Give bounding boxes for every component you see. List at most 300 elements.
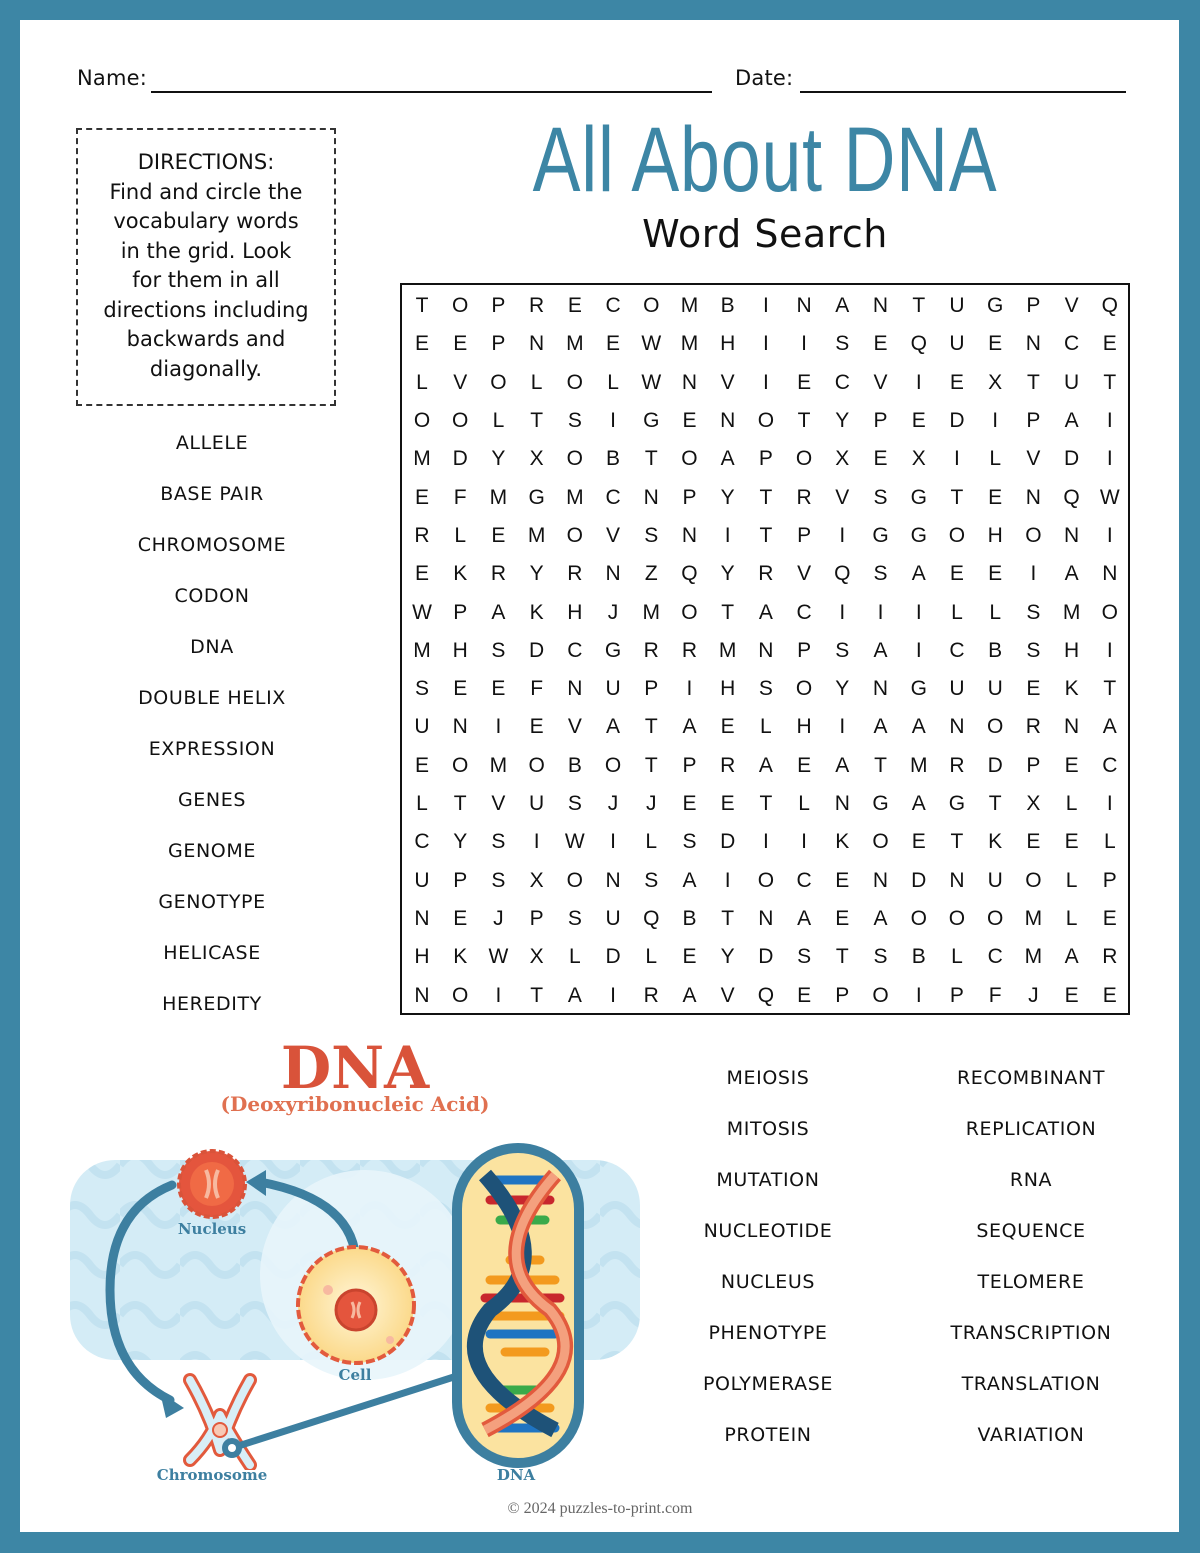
grid-cell[interactable]: L xyxy=(645,945,658,969)
grid-cell[interactable]: A xyxy=(873,638,888,662)
grid-cell[interactable]: G xyxy=(948,792,966,816)
grid-cell[interactable]: G xyxy=(910,485,927,509)
grid-cell[interactable]: F xyxy=(453,485,467,509)
grid-cell[interactable]: N xyxy=(681,370,698,394)
grid-cell[interactable]: M xyxy=(642,600,660,624)
grid-cell[interactable]: M xyxy=(1062,600,1081,624)
grid-cell[interactable]: P xyxy=(682,485,697,509)
grid-cell[interactable]: C xyxy=(796,868,812,892)
grid-cell[interactable]: E xyxy=(911,408,926,432)
grid-cell[interactable]: R xyxy=(529,294,545,317)
grid-cell[interactable]: A xyxy=(758,753,773,777)
grid-cell[interactable]: S xyxy=(682,830,697,854)
grid-cell[interactable]: X xyxy=(529,868,544,892)
grid-cell[interactable]: N xyxy=(1025,485,1041,509)
grid-cell[interactable]: L xyxy=(530,370,543,394)
grid-cell[interactable]: I xyxy=(915,638,922,662)
grid-cell[interactable]: V xyxy=(491,792,506,816)
grid-cell[interactable]: A xyxy=(911,792,926,816)
grid-cell[interactable]: O xyxy=(452,408,469,432)
grid-cell[interactable]: I xyxy=(915,370,922,394)
grid-cell[interactable]: I xyxy=(1106,447,1113,471)
grid-cell[interactable]: M xyxy=(413,638,431,662)
grid-cell[interactable]: N xyxy=(949,868,965,892)
grid-cell[interactable]: D xyxy=(605,945,621,969)
grid-cell[interactable]: D xyxy=(949,408,965,432)
grid-cell[interactable]: Q xyxy=(757,983,775,1007)
grid-cell[interactable]: N xyxy=(1063,523,1080,547)
grid-cell[interactable]: A xyxy=(682,983,697,1007)
grid-cell[interactable]: N xyxy=(758,907,774,931)
grid-cell[interactable]: A xyxy=(873,907,888,931)
grid-cell[interactable]: N xyxy=(452,715,468,739)
grid-cell[interactable]: A xyxy=(911,562,926,586)
grid-cell[interactable]: N xyxy=(643,485,659,509)
grid-cell[interactable]: O xyxy=(566,868,583,892)
grid-cell[interactable]: S xyxy=(567,792,582,816)
grid-cell[interactable]: M xyxy=(527,523,546,547)
grid-cell[interactable]: U xyxy=(414,715,430,739)
grid-cell[interactable]: N xyxy=(605,562,621,586)
grid-cell[interactable]: L xyxy=(989,447,1001,471)
grid-cell[interactable]: X xyxy=(988,370,1003,394)
grid-cell[interactable]: I xyxy=(801,332,808,356)
grid-cell[interactable]: T xyxy=(1103,370,1117,394)
grid-cell[interactable]: R xyxy=(949,753,965,777)
date-field[interactable] xyxy=(800,91,1126,93)
grid-cell[interactable]: N xyxy=(414,907,430,931)
grid-cell[interactable]: M xyxy=(909,753,928,777)
grid-cell[interactable]: L xyxy=(1065,868,1078,892)
grid-cell[interactable]: L xyxy=(1065,907,1078,931)
grid-cell[interactable]: P xyxy=(758,447,773,471)
grid-cell[interactable]: Q xyxy=(643,907,660,931)
grid-cell[interactable]: R xyxy=(796,485,812,509)
grid-cell[interactable]: O xyxy=(528,753,545,777)
grid-cell[interactable]: P xyxy=(644,677,659,701)
grid-cell[interactable]: Y xyxy=(453,830,468,854)
grid-cell[interactable]: E xyxy=(988,485,1003,509)
grid-cell[interactable]: B xyxy=(988,638,1003,662)
grid-cell[interactable]: X xyxy=(835,447,850,471)
grid-cell[interactable]: E xyxy=(873,447,888,471)
grid-cell[interactable]: I xyxy=(915,983,922,1007)
grid-cell[interactable]: M xyxy=(1024,907,1043,931)
grid-cell[interactable]: P xyxy=(797,523,812,547)
grid-cell[interactable]: R xyxy=(1025,715,1041,739)
grid-cell[interactable]: R xyxy=(1102,945,1118,969)
grid-cell[interactable]: U xyxy=(529,792,545,816)
grid-cell[interactable]: E xyxy=(1064,753,1079,777)
grid-cell[interactable]: L xyxy=(798,792,810,816)
grid-cell[interactable]: S xyxy=(758,677,773,701)
grid-cell[interactable]: A xyxy=(682,868,697,892)
grid-cell[interactable]: A xyxy=(1064,562,1079,586)
grid-cell[interactable]: K xyxy=(529,600,544,624)
grid-cell[interactable]: W xyxy=(412,600,432,624)
grid-cell[interactable]: W xyxy=(641,332,662,356)
grid-cell[interactable]: L xyxy=(492,408,505,432)
grid-cell[interactable]: H xyxy=(987,523,1003,547)
grid-cell[interactable]: V xyxy=(835,485,850,509)
grid-cell[interactable]: I xyxy=(1106,792,1113,816)
grid-cell[interactable]: J xyxy=(607,792,619,816)
grid-cell[interactable]: E xyxy=(1102,907,1117,931)
grid-cell[interactable]: I xyxy=(762,332,769,356)
grid-cell[interactable]: Z xyxy=(644,562,658,586)
grid-cell[interactable]: S xyxy=(835,332,850,356)
grid-cell[interactable]: L xyxy=(454,523,467,547)
grid-cell[interactable]: G xyxy=(643,408,660,432)
grid-cell[interactable]: E xyxy=(491,677,506,701)
grid-cell[interactable]: H xyxy=(720,332,736,356)
grid-cell[interactable]: V xyxy=(453,370,468,394)
grid-cell[interactable]: H xyxy=(567,600,583,624)
grid-cell[interactable]: W xyxy=(1099,485,1120,509)
grid-cell[interactable]: O xyxy=(490,370,507,394)
grid-cell[interactable]: T xyxy=(759,523,773,547)
grid-cell[interactable]: I xyxy=(992,408,999,432)
grid-cell[interactable]: L xyxy=(416,370,428,394)
grid-cell[interactable]: I xyxy=(954,447,960,471)
grid-cell[interactable]: E xyxy=(606,332,621,356)
grid-cell[interactable]: R xyxy=(758,562,774,586)
grid-cell[interactable]: N xyxy=(414,983,430,1007)
grid-cell[interactable]: O xyxy=(452,753,469,777)
grid-cell[interactable]: J xyxy=(1028,983,1039,1007)
grid-cell[interactable]: M xyxy=(413,447,431,471)
grid-cell[interactable]: T xyxy=(988,792,1002,816)
grid-cell[interactable]: E xyxy=(797,370,812,394)
grid-cell[interactable]: F xyxy=(988,983,1002,1007)
grid-cell[interactable]: U xyxy=(987,868,1003,892)
grid-cell[interactable]: P xyxy=(491,332,506,356)
grid-cell[interactable]: E xyxy=(988,332,1003,356)
grid-cell[interactable]: P xyxy=(453,868,468,892)
grid-cell[interactable]: M xyxy=(1024,945,1043,969)
grid-cell[interactable]: V xyxy=(1026,447,1041,471)
grid-cell[interactable]: T xyxy=(530,983,544,1007)
grid-cell[interactable]: O xyxy=(986,907,1004,931)
grid-cell[interactable]: C xyxy=(834,370,850,394)
grid-cell[interactable]: E xyxy=(682,792,697,816)
grid-cell[interactable]: O xyxy=(1101,600,1118,624)
grid-cell[interactable]: U xyxy=(949,332,965,356)
grid-cell[interactable]: O xyxy=(986,715,1004,739)
grid-cell[interactable]: H xyxy=(796,715,812,739)
grid-cell[interactable]: I xyxy=(533,830,540,854)
grid-cell[interactable]: V xyxy=(720,983,735,1007)
grid-cell[interactable]: I xyxy=(762,294,769,317)
grid-cell[interactable]: O xyxy=(681,600,698,624)
grid-cell[interactable]: O xyxy=(795,447,813,471)
grid-cell[interactable]: R xyxy=(414,523,430,547)
grid-cell[interactable]: T xyxy=(721,600,735,624)
grid-cell[interactable]: V xyxy=(873,370,888,394)
grid-cell[interactable]: G xyxy=(910,523,927,547)
grid-cell[interactable]: L xyxy=(951,600,963,624)
grid-cell[interactable]: U xyxy=(414,868,430,892)
grid-cell[interactable]: H xyxy=(452,638,468,662)
grid-cell[interactable]: S xyxy=(797,945,812,969)
grid-cell[interactable]: S xyxy=(567,907,582,931)
grid-cell[interactable]: A xyxy=(567,983,582,1007)
grid-cell[interactable]: O xyxy=(452,983,469,1007)
grid-cell[interactable]: O xyxy=(604,753,622,777)
grid-cell[interactable]: Y xyxy=(491,447,506,471)
grid-cell[interactable]: E xyxy=(567,294,582,317)
grid-cell[interactable]: D xyxy=(452,447,468,471)
name-field[interactable] xyxy=(151,91,712,93)
grid-cell[interactable]: C xyxy=(1102,753,1118,777)
grid-cell[interactable]: K xyxy=(453,562,468,586)
grid-cell[interactable]: W xyxy=(488,945,509,969)
grid-cell[interactable]: C xyxy=(605,294,621,317)
grid-cell[interactable]: N xyxy=(796,294,812,317)
grid-cell[interactable]: O xyxy=(566,370,583,394)
grid-cell[interactable]: M xyxy=(566,485,584,509)
grid-cell[interactable]: E xyxy=(414,332,429,356)
grid-cell[interactable]: S xyxy=(873,485,888,509)
grid-cell[interactable]: K xyxy=(988,830,1003,854)
grid-cell[interactable]: C xyxy=(796,600,812,624)
grid-cell[interactable]: V xyxy=(797,562,812,586)
grid-cell[interactable]: I xyxy=(724,523,731,547)
grid-cell[interactable]: A xyxy=(491,600,506,624)
grid-cell[interactable]: T xyxy=(759,485,773,509)
grid-cell[interactable]: U xyxy=(949,677,965,701)
grid-cell[interactable]: O xyxy=(452,294,469,317)
grid-cell[interactable]: E xyxy=(682,408,697,432)
grid-cell[interactable]: L xyxy=(760,715,772,739)
grid-cell[interactable]: E xyxy=(1026,677,1041,701)
grid-cell[interactable]: I xyxy=(610,408,616,432)
grid-cell[interactable]: S xyxy=(1026,638,1041,662)
grid-cell[interactable]: K xyxy=(835,830,850,854)
grid-cell[interactable]: V xyxy=(606,523,621,547)
grid-cell[interactable]: E xyxy=(797,983,812,1007)
grid-cell[interactable]: L xyxy=(951,945,963,969)
grid-cell[interactable]: A xyxy=(720,447,735,471)
grid-cell[interactable]: L xyxy=(416,792,428,816)
grid-cell[interactable]: H xyxy=(720,677,736,701)
grid-cell[interactable]: P xyxy=(453,600,468,624)
grid-cell[interactable]: P xyxy=(529,907,544,931)
grid-cell[interactable]: C xyxy=(567,638,583,662)
grid-cell[interactable]: N xyxy=(720,408,736,432)
grid-cell[interactable]: T xyxy=(453,792,467,816)
grid-cell[interactable]: A xyxy=(606,715,621,739)
grid-cell[interactable]: I xyxy=(610,983,616,1007)
grid-cell[interactable]: E xyxy=(453,677,468,701)
grid-cell[interactable]: U xyxy=(987,677,1003,701)
grid-cell[interactable]: L xyxy=(568,945,581,969)
grid-cell[interactable]: E xyxy=(720,715,735,739)
grid-cell[interactable]: B xyxy=(567,753,582,777)
grid-cell[interactable]: P xyxy=(682,753,697,777)
grid-cell[interactable]: G xyxy=(872,523,889,547)
grid-cell[interactable]: N xyxy=(872,677,889,701)
grid-cell[interactable]: K xyxy=(453,945,468,969)
grid-cell[interactable]: I xyxy=(495,983,502,1007)
grid-cell[interactable]: Y xyxy=(835,408,850,432)
grid-cell[interactable]: L xyxy=(607,370,619,394)
grid-cell[interactable]: S xyxy=(873,945,888,969)
grid-cell[interactable]: X xyxy=(1026,792,1041,816)
grid-cell[interactable]: S xyxy=(491,868,506,892)
grid-cell[interactable]: E xyxy=(720,792,735,816)
grid-cell[interactable]: I xyxy=(1030,562,1037,586)
grid-cell[interactable]: Y xyxy=(720,485,735,509)
grid-cell[interactable]: N xyxy=(1063,715,1080,739)
grid-cell[interactable]: E xyxy=(949,370,964,394)
grid-cell[interactable]: P xyxy=(873,408,888,432)
grid-cell[interactable]: Y xyxy=(529,562,544,586)
grid-cell[interactable]: A xyxy=(873,715,888,739)
word-search-grid[interactable] xyxy=(400,283,1130,1015)
grid-cell[interactable]: I xyxy=(762,830,769,854)
grid-cell[interactable]: F xyxy=(530,677,544,701)
grid-cell[interactable]: L xyxy=(989,600,1001,624)
grid-cell[interactable]: S xyxy=(414,677,429,701)
grid-cell[interactable]: S xyxy=(491,830,506,854)
grid-cell[interactable]: J xyxy=(646,792,657,816)
grid-cell[interactable]: R xyxy=(720,753,736,777)
grid-cell[interactable]: O xyxy=(566,447,583,471)
grid-cell[interactable]: U xyxy=(605,677,621,701)
grid-cell[interactable]: E xyxy=(949,562,964,586)
grid-cell[interactable]: M xyxy=(718,638,737,662)
grid-cell[interactable]: G xyxy=(986,294,1004,317)
grid-cell[interactable]: T xyxy=(759,792,773,816)
grid-cell[interactable]: E xyxy=(682,945,697,969)
grid-cell[interactable]: B xyxy=(606,447,621,471)
grid-cell[interactable]: A xyxy=(1064,408,1079,432)
grid-cell[interactable]: D xyxy=(720,830,736,854)
grid-cell[interactable]: T xyxy=(874,753,887,777)
grid-cell[interactable]: R xyxy=(681,638,698,662)
grid-cell[interactable]: S xyxy=(491,638,506,662)
grid-cell[interactable]: V xyxy=(720,370,735,394)
grid-cell[interactable]: T xyxy=(644,753,658,777)
grid-cell[interactable]: A xyxy=(835,294,850,317)
grid-cell[interactable]: A xyxy=(797,907,812,931)
grid-cell[interactable]: S xyxy=(1026,600,1041,624)
grid-cell[interactable]: P xyxy=(491,294,506,317)
grid-cell[interactable]: I xyxy=(1106,638,1113,662)
grid-cell[interactable]: I xyxy=(724,868,731,892)
grid-cell[interactable]: N xyxy=(605,868,621,892)
grid-cell[interactable]: D xyxy=(911,868,927,892)
grid-cell[interactable]: M xyxy=(489,753,508,777)
grid-cell[interactable]: G xyxy=(604,638,622,662)
grid-cell[interactable]: I xyxy=(839,715,846,739)
grid-cell[interactable]: N xyxy=(758,638,774,662)
grid-cell[interactable]: D xyxy=(1063,447,1080,471)
grid-cell[interactable]: U xyxy=(949,294,965,317)
grid-cell[interactable]: G xyxy=(872,792,889,816)
grid-cell[interactable]: V xyxy=(567,715,582,739)
grid-cell[interactable]: O xyxy=(948,523,966,547)
grid-cell[interactable]: C xyxy=(987,945,1003,969)
grid-cell[interactable]: I xyxy=(1106,408,1113,432)
grid-cell[interactable]: I xyxy=(839,600,846,624)
grid-cell[interactable]: D xyxy=(987,753,1003,777)
grid-cell[interactable]: I xyxy=(495,715,502,739)
grid-cell[interactable]: N xyxy=(681,523,698,547)
grid-cell[interactable]: E xyxy=(873,332,888,356)
grid-cell[interactable]: M xyxy=(680,332,699,356)
grid-cell[interactable]: J xyxy=(607,600,619,624)
grid-cell[interactable]: I xyxy=(877,600,884,624)
grid-cell[interactable]: E xyxy=(835,907,850,931)
grid-cell[interactable]: O xyxy=(757,408,775,432)
grid-cell[interactable]: O xyxy=(643,294,660,317)
grid-cell[interactable]: A xyxy=(758,600,773,624)
grid-cell[interactable]: N xyxy=(567,677,583,701)
grid-cell[interactable]: I xyxy=(686,677,693,701)
grid-cell[interactable]: T xyxy=(530,408,544,432)
grid-cell[interactable]: E xyxy=(529,715,544,739)
grid-cell[interactable]: I xyxy=(839,523,846,547)
grid-cell[interactable]: I xyxy=(915,600,922,624)
grid-cell[interactable]: T xyxy=(950,830,964,854)
grid-cell[interactable]: G xyxy=(910,677,927,701)
grid-cell[interactable]: B xyxy=(911,945,926,969)
grid-cell[interactable]: H xyxy=(414,945,430,969)
grid-cell[interactable]: V xyxy=(1064,294,1079,317)
grid-cell[interactable]: A xyxy=(1102,715,1117,739)
grid-cell[interactable]: L xyxy=(645,830,658,854)
grid-cell[interactable]: T xyxy=(1026,370,1040,394)
grid-cell[interactable]: E xyxy=(1102,983,1117,1007)
grid-cell[interactable]: T xyxy=(950,485,964,509)
grid-cell[interactable]: T xyxy=(415,294,429,317)
grid-cell[interactable]: N xyxy=(872,294,889,317)
grid-cell[interactable]: N xyxy=(529,332,545,356)
grid-cell[interactable]: P xyxy=(1026,753,1041,777)
grid-cell[interactable]: U xyxy=(605,907,621,931)
grid-cell[interactable]: O xyxy=(681,447,698,471)
grid-cell[interactable]: Y xyxy=(835,677,850,701)
grid-cell[interactable]: L xyxy=(1065,792,1078,816)
grid-cell[interactable]: E xyxy=(414,485,429,509)
grid-cell[interactable]: O xyxy=(1025,523,1042,547)
grid-cell[interactable]: W xyxy=(564,830,585,854)
grid-cell[interactable]: I xyxy=(801,830,808,854)
grid-cell[interactable]: E xyxy=(1064,830,1079,854)
grid-cell[interactable]: P xyxy=(1026,408,1041,432)
grid-cell[interactable]: O xyxy=(757,868,775,892)
grid-cell[interactable]: Y xyxy=(720,562,735,586)
grid-cell[interactable]: I xyxy=(762,370,769,394)
grid-cell[interactable]: Q xyxy=(681,562,698,586)
grid-cell[interactable]: T xyxy=(721,907,735,931)
grid-cell[interactable]: S xyxy=(567,408,582,432)
grid-cell[interactable]: R xyxy=(643,983,659,1007)
grid-cell[interactable]: M xyxy=(680,294,699,317)
grid-cell[interactable]: I xyxy=(1106,523,1113,547)
grid-cell[interactable]: P xyxy=(1102,868,1117,892)
grid-cell[interactable]: E xyxy=(1064,983,1079,1007)
grid-cell[interactable]: C xyxy=(414,830,430,854)
grid-cell[interactable]: X xyxy=(529,447,544,471)
grid-cell[interactable]: P xyxy=(1026,294,1041,317)
grid-cell[interactable]: C xyxy=(949,638,965,662)
grid-cell[interactable]: E xyxy=(414,753,429,777)
grid-cell[interactable]: O xyxy=(566,523,583,547)
grid-cell[interactable]: I xyxy=(610,830,616,854)
